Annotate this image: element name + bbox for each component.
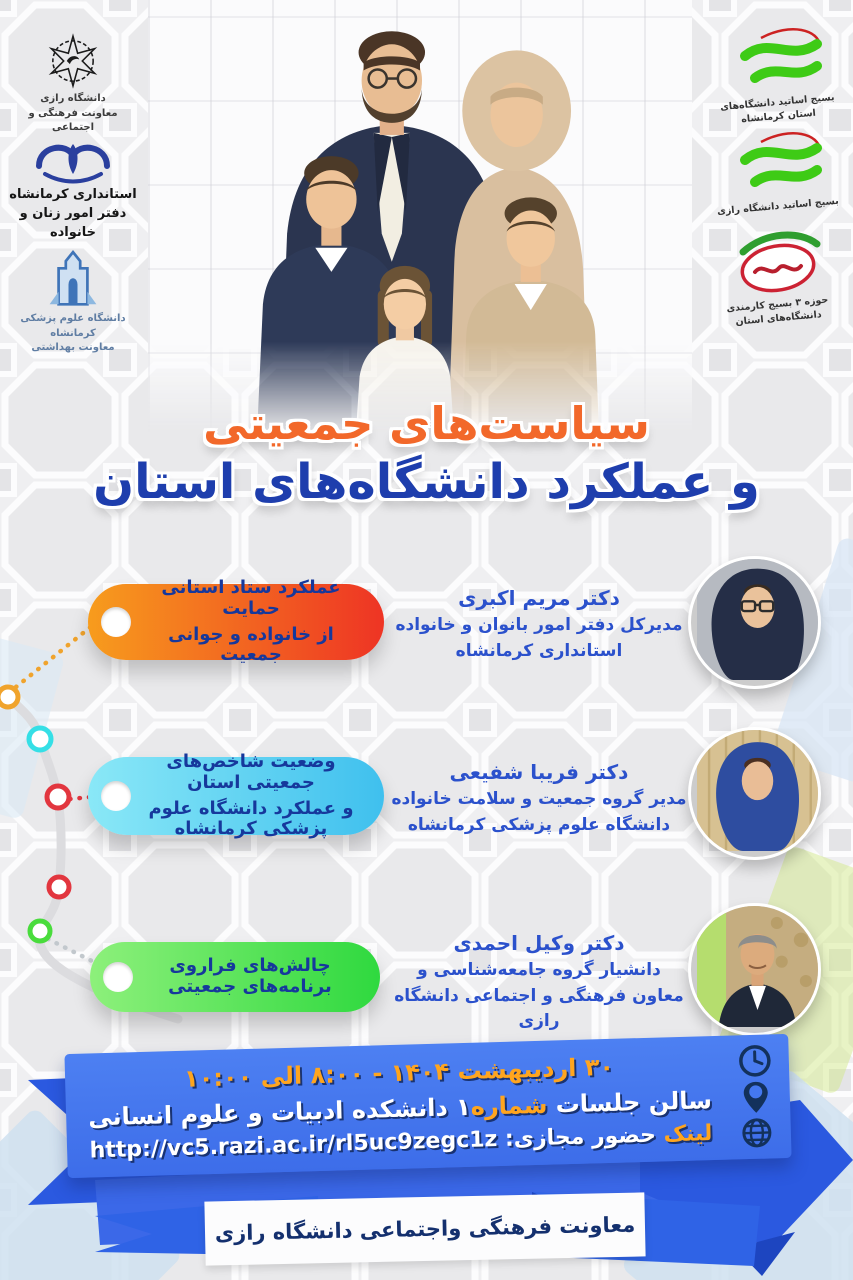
speaker-3-avatar — [697, 906, 818, 1027]
basij-karmandi-logo-icon — [735, 228, 821, 298]
logo-kermanshah-medical-university — [10, 248, 136, 356]
location-pin-icon — [737, 1078, 774, 1115]
logo-basij-asatid-razi — [708, 126, 848, 218]
speaker-name: دکتر وکیل احمدی — [453, 931, 625, 955]
speaker-role: مدیر گروه جمعیت و سلامت خانواده — [391, 789, 687, 809]
clock-icon — [736, 1042, 773, 1079]
speaker-2-avatar — [697, 730, 818, 851]
event-title-line1: سیاست‌های جمعیتی — [203, 397, 650, 450]
medical-university-logo-icon — [46, 248, 100, 312]
topic-line: عملکرد ستاد استانی حمایت — [161, 577, 341, 619]
logo-caption: معاونت فرهنگی و اجتماعی — [28, 107, 118, 133]
speaker-3-info — [388, 928, 690, 1035]
pill-hole — [101, 781, 131, 811]
basij-asatid-province-logo-icon — [733, 22, 823, 96]
event-title — [0, 396, 853, 512]
speaker-role: مدیرکل دفتر امور بانوان و خانواده — [395, 615, 683, 635]
speaker-1-info — [388, 583, 690, 664]
razi-university-logo-icon — [42, 30, 104, 92]
banner-icons — [736, 1042, 775, 1151]
globe-icon — [738, 1114, 775, 1151]
logo-kermanshah-governorate — [4, 138, 142, 243]
topic-pill-indicators — [88, 751, 384, 840]
logo-caption: دانشگاه علوم پزشکی کرمانشاه — [20, 313, 126, 339]
speaker-2-info — [388, 757, 690, 838]
logo-caption: بسیج اساتید دانشگاه رازی — [716, 195, 840, 218]
link-label: حضور مجازی: — [496, 1122, 664, 1153]
logo-caption: بسیج اساتید دانشگاه‌های استان کرمانشاه — [719, 92, 835, 125]
pill-hole — [103, 962, 133, 992]
topic-line: از خانواده و جوانی جمعیت — [168, 623, 334, 666]
logo-caption: استانداری کرمانشاه — [9, 187, 137, 202]
speaker-role: دانشیار گروه جامعه‌شناسی و — [417, 960, 661, 980]
speaker-photo-3 — [688, 903, 821, 1036]
speaker-photo-1 — [688, 556, 821, 689]
organizer-text: معاونت فرهنگی واجتماعی دانشگاه رازی — [214, 1212, 636, 1246]
speaker-1-avatar — [697, 559, 818, 680]
logo-caption: معاونت بهداشتی — [31, 342, 115, 353]
pill-hole — [101, 607, 131, 637]
logo-basij-asatid-province — [708, 22, 848, 124]
topic-pill-population-support — [88, 577, 384, 666]
banner-panel — [64, 1034, 791, 1178]
logo-razi-university — [8, 30, 138, 136]
event-datetime: ۳۰ اردیبهشت ۱۴۰۴ - ۸:۰۰ الی ۱۰:۰۰ — [183, 1052, 615, 1093]
speaker-role: معاون فرهنگی و اجتماعی دانشگاه رازی — [394, 985, 684, 1031]
virtual-link[interactable]: http://vc5.razi.ac.ir/rl5uc9zegc1z — [89, 1127, 498, 1164]
location-prefix: سالن جلسات — [546, 1085, 713, 1119]
logo-caption: دانشگاه رازی — [40, 93, 106, 104]
link-word: لینک — [663, 1121, 713, 1148]
governorate-logo-icon — [31, 138, 115, 186]
footer-band — [204, 1192, 645, 1265]
topic-line: و عملکرد دانشگاه علوم پزشکی کرمانشاه — [148, 797, 354, 840]
speaker-photo-2 — [688, 727, 821, 860]
topic-line: وضعیت شاخص‌های جمعیتی استان — [166, 751, 336, 793]
speaker-name: دکتر فریبا شفیعی — [449, 760, 629, 784]
footer-ribbon — [90, 1192, 765, 1280]
event-title-line2: و عملکرد دانشگاه‌های استان — [93, 454, 760, 511]
logo-caption: حوزه ۳ بسیج کارمندی دانشگاه‌های استان — [726, 294, 829, 328]
topic-line: چالش‌های فراروی برنامه‌های جمعیتی — [168, 955, 332, 997]
logo-basij-karmandi — [708, 228, 848, 326]
logo-caption: دفتر امور زنان و خانواده — [19, 205, 127, 240]
speaker-name: دکتر مریم اکبری — [458, 586, 620, 610]
topic-pill-challenges — [90, 942, 380, 1012]
location-suffix: ۱ دانشکده ادبیات و علوم انسانی — [87, 1092, 472, 1131]
basij-asatid-razi-logo-icon — [733, 126, 823, 200]
family-photo-illustration — [148, 0, 692, 438]
location-highlight: شماره — [470, 1090, 548, 1121]
speaker-role: استانداری کرمانشاه — [455, 640, 623, 661]
speaker-role: دانشگاه علوم پزشکی کرمانشاه — [407, 814, 671, 835]
family-photo — [148, 0, 692, 438]
